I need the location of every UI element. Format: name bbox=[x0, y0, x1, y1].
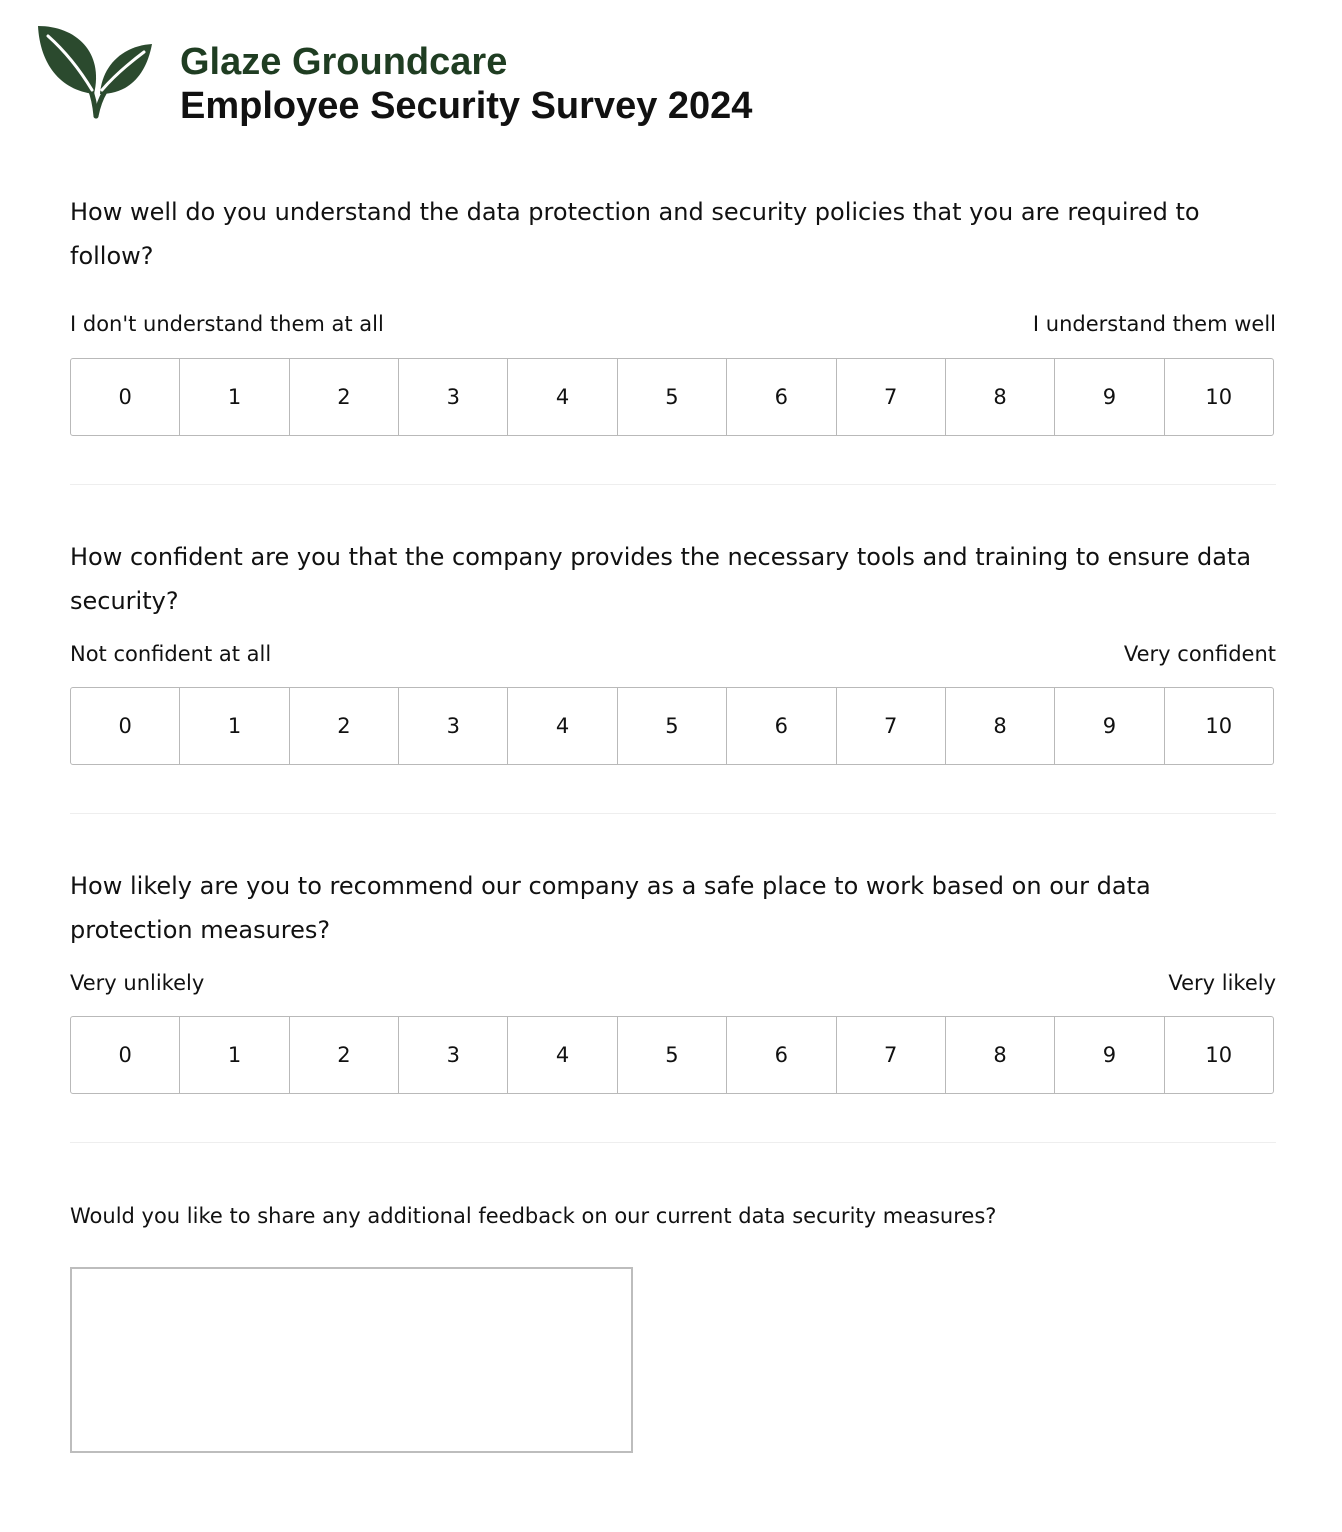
section-divider bbox=[70, 484, 1276, 485]
scale-anchor-high: Very likely bbox=[1168, 971, 1276, 995]
scale-anchor-low: I don't understand them at all bbox=[70, 312, 384, 336]
page-title: Employee Security Survey 2024 bbox=[180, 85, 753, 127]
rating-option-4[interactable]: 4 bbox=[508, 688, 617, 764]
rating-option-5[interactable]: 5 bbox=[618, 359, 727, 435]
scale-anchor-low: Very unlikely bbox=[70, 971, 205, 995]
rating-option-0[interactable]: 0 bbox=[71, 688, 180, 764]
question-confidence bbox=[70, 535, 1276, 738]
scale-anchors bbox=[70, 968, 1276, 998]
rating-scale bbox=[70, 358, 1274, 436]
rating-option-3[interactable]: 3 bbox=[399, 359, 508, 435]
rating-option-8[interactable]: 8 bbox=[946, 688, 1055, 764]
rating-option-1[interactable]: 1 bbox=[180, 688, 289, 764]
rating-option-3[interactable]: 3 bbox=[399, 1017, 508, 1093]
rating-option-2[interactable]: 2 bbox=[290, 1017, 399, 1093]
rating-option-6[interactable]: 6 bbox=[727, 688, 836, 764]
rating-option-2[interactable]: 2 bbox=[290, 688, 399, 764]
section-divider bbox=[70, 813, 1276, 814]
rating-option-1[interactable]: 1 bbox=[180, 359, 289, 435]
rating-option-1[interactable]: 1 bbox=[180, 1017, 289, 1093]
company-name: Glaze Groundcare bbox=[180, 41, 508, 83]
leaf-sprout-icon bbox=[36, 24, 154, 122]
rating-option-9[interactable]: 9 bbox=[1055, 1017, 1164, 1093]
scale-anchor-high: I understand them well bbox=[1032, 312, 1276, 336]
survey-header bbox=[36, 24, 936, 128]
rating-option-10[interactable]: 10 bbox=[1205, 714, 1233, 738]
question-text: How likely are you to recommend our company as a safe place to work based on our data protection measures? bbox=[70, 872, 1151, 944]
question-understanding bbox=[70, 190, 1276, 409]
feedback-question: Would you like to share any additional feedback on our current data security measures? bbox=[70, 1204, 997, 1228]
rating-option-6[interactable]: 6 bbox=[727, 1017, 836, 1093]
question-text: How confident are you that the company provides the necessary tools and training to ensure data security? bbox=[70, 543, 1252, 615]
rating-option-7[interactable]: 7 bbox=[837, 1017, 946, 1093]
question-text: How well do you understand the data protection and security policies that you are required to follow? bbox=[70, 198, 1200, 270]
rating-scale bbox=[70, 687, 1274, 765]
rating-option-3[interactable]: 3 bbox=[399, 688, 508, 764]
rating-option-10[interactable]: 10 bbox=[1205, 1043, 1233, 1067]
rating-option-4[interactable]: 4 bbox=[508, 1017, 617, 1093]
rating-option-8[interactable]: 8 bbox=[946, 1017, 1055, 1093]
question-recommend bbox=[70, 864, 1276, 1067]
rating-option-9[interactable]: 9 bbox=[1055, 688, 1164, 764]
rating-option-8[interactable]: 8 bbox=[946, 359, 1055, 435]
rating-option-2[interactable]: 2 bbox=[290, 359, 399, 435]
scale-anchors bbox=[70, 639, 1276, 669]
rating-option-5[interactable]: 5 bbox=[618, 688, 727, 764]
rating-option-7[interactable]: 7 bbox=[837, 688, 946, 764]
scale-anchor-high: Very confident bbox=[1123, 642, 1276, 666]
section-divider bbox=[70, 1142, 1276, 1143]
rating-option-7[interactable]: 7 bbox=[837, 359, 946, 435]
rating-option-6[interactable]: 6 bbox=[727, 359, 836, 435]
scale-anchor-low: Not confident at all bbox=[70, 642, 272, 666]
rating-option-0[interactable]: 0 bbox=[71, 359, 180, 435]
feedback-textarea[interactable] bbox=[70, 1267, 633, 1453]
scale-anchors bbox=[70, 309, 1276, 339]
rating-option-9[interactable]: 9 bbox=[1055, 359, 1164, 435]
rating-scale bbox=[70, 1016, 1274, 1094]
rating-option-4[interactable]: 4 bbox=[508, 359, 617, 435]
rating-option-0[interactable]: 0 bbox=[71, 1017, 180, 1093]
rating-option-5[interactable]: 5 bbox=[618, 1017, 727, 1093]
rating-option-10[interactable]: 10 bbox=[1205, 385, 1233, 409]
